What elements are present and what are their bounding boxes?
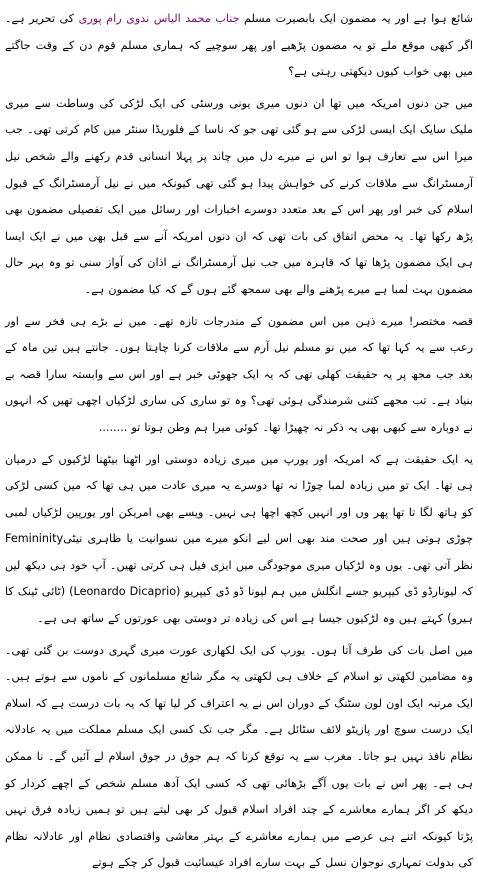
paragraph-4-text-after: (ٹائی ٹینک کا ہیرو) کہتے ہیں وہ لڑکیوں جیسا ہے اس کی زیادہ تر دوستی بھی عورتوں کے ساتھ ہی ہے۔ — [5, 585, 473, 626]
paragraph-4-text-before: یہ ایک حقیقت ہے کہ امریکہ اور یورپ میں میری زیادہ دوستی اور اٹھنا بیٹھنا لڑکیوں کے درمیان ہی تھا۔ ایک تو میں زیادہ لمبا چوڑا نہ تھا دوسرے یہ میری عادت میں ہی تھا کہ میں کسی لڑکی کو ہاتھ لگا تا تھا پھر وں اور انہیں کچھ اچھا ہی نہیں۔ ویسے بھی امریکن اور یورپین لڑکیاں لمبی چوڑی ہوتی ہیں اور صحت مند بھی اس لیے انکو میرے میں نسوانیت یا ظاہری نیٹی — [5, 452, 473, 546]
paragraph-friendships — [5, 447, 473, 633]
paragraph-intro — [5, 6, 473, 86]
intro-text-before: شائع ہوا ہے اور یہ مضمون ایک بابصیرت مسلم — [239, 12, 473, 25]
paragraph-2-text-after: بہر حال مضمون بہت لمبا ہے میرے پڑھنے والے بھی سمجھ گئے ہوں گے کہ کیا مضمون ہے۔ — [5, 256, 473, 296]
paragraph-story-short: قصہ مختصر! میرے ذہن میں اس مضمون کے مندرجات تازہ تھے۔ میں نے بڑے ہی فخر سے اور رعب سے یہ کہا تھا کہ میں نو مسلم نیل آرم سے ملاقات کرنا چاہتا ہوں۔ جانتے ہیں تین ماہ کے بعد جب مجھ پر یہ حقیقت کھلی تھی کہ یہ ایک جھوٹی خبر ہے اور اس سے وابستہ سارا قصہ بے بنیاد ہے۔ تب مجھے کتنی شرمندگی ہوئی تھی؟ وہ تو ساری کی ساری لڑکیاں اچھی تھیں کہ انہوں نے دوبارہ سے کبھی بھی یہ ذکر نہ چھیڑا تھا۔ کوئی میرا ہم وطن ہوتا تو ........ — [5, 314, 473, 434]
author-link[interactable]: جناب محمد الیاس ندوی رام پوری — [78, 12, 240, 25]
english-term-femininity: Femininity — [5, 532, 64, 546]
paragraph-main-point: میں اصل بات کی طرف آتا ہوں۔ یورپ کی ایک لکھاری عورت میری گہری دوست بن گئی تھی۔ وہ مضامین لکھتی تو اسلام کے خلاف ہی لکھتی یہ مگر شائع مسلمانوں کے ناموں سے ہوتے ہیں۔ ایک مرتبہ ایک اون لون سٹنگ کے دوران اس نے یہ اعتراف کر لیا تھا کہ یہ بات درست ہے کہ اسلام ایک درست سوچ اور پازیٹو لائف سٹائل ہے۔ مگر جب تک کسی ایک مسلم مملکت میں یہ عادلانہ نظام نافذ نہیں ہو جاتا۔ مغرب سے یہ توقع کرنا کہ ہم جوق در جوق اسلام لے آئیں گے۔ نا ممکن ہی ہے۔ پھر اس نے بات یوں آگے بڑھائی تھی کہ کسی ایک آدھ مسلم شخص کے اچھے کردار کو دیکھ کر اگر ہمارے معاشرے کے چند افراد اسلام قبول کر بھی لیتے ہیں تو ہمیں زیادہ فرق نہیں پڑتا کیونکہ اتنے ہی عرصے میں ہمارے معاشرے کے بہتر معاشی واقتصادی نظام اور عادلانہ نظام کی بدولت تمہاری نوجوان نسل کے بہت سارے افراد عیسائیت قبول کر چکے ہوتے — [5, 643, 473, 870]
paragraph-2-text-before: میں جن دنوں امریکہ میں تھا ان دنوں میری یونی ورسٹی کی ایک لڑکی کی وساطت سے میری ملیک سایک ایک ایسی لڑکی سے ہو گئی تھی جو کہ ناسا کے فلوریڈا سنٹر میں کام کرتی تھی۔ جب میرا اس سے تعارف ہوا تو اس نے میرے دل میں چاند پر پہلا انسانی قدم رکھنے والے شخص نیل آرمسٹرانگ سے ملاقات کرنے کی خواہش پیدا ہو گئی تھی کیونکہ میں نے نیل آرمسٹرانگ کے قبول اسلام کی خبر اور پھر اس کے بعد متعدد دوسرے اخبارات اور رسائل میں ایک تفصیلی مضمون بھی پڑھ رکھا تھا۔ یہ محض اتفاق کی بات تھی کہ ان دنوں امریکہ آنے سے قبل بھی میں نے ایک ایسا ہی ایک مضمون پڑھا تھا کہ قاہرہ میں جب نیل آرمسٹرانگ نے اذان کی آواز سنی تو وہ — [5, 96, 473, 270]
paragraph-neil-armstrong — [5, 91, 473, 304]
paragraph-4-text-middle: نظر آتی تھی۔ یوں وہ لڑکیاں میری موجودگی میں ایزی فیل ہی کرتی تھیں۔ آپ خود ہی دیکھ لیں کہ لیونارڈو ڈی کیپریو جسے انگلش میں ہم لیونا ڈو ڈی کیپریو — [5, 558, 474, 599]
english-term-dicaprio: (Leonardo Dicaprio) — [69, 585, 181, 599]
intro-text-after: کی تحریر ہے۔ اگر کبھی موقع ملے تو یہ مضمون پڑھیے اور پھر سوچیے کہ ہماری مسلم قوم دن کے وقت جاگتے میں بھی خواب کیوں دیکھتی رہتی ہے؟ — [5, 12, 473, 79]
